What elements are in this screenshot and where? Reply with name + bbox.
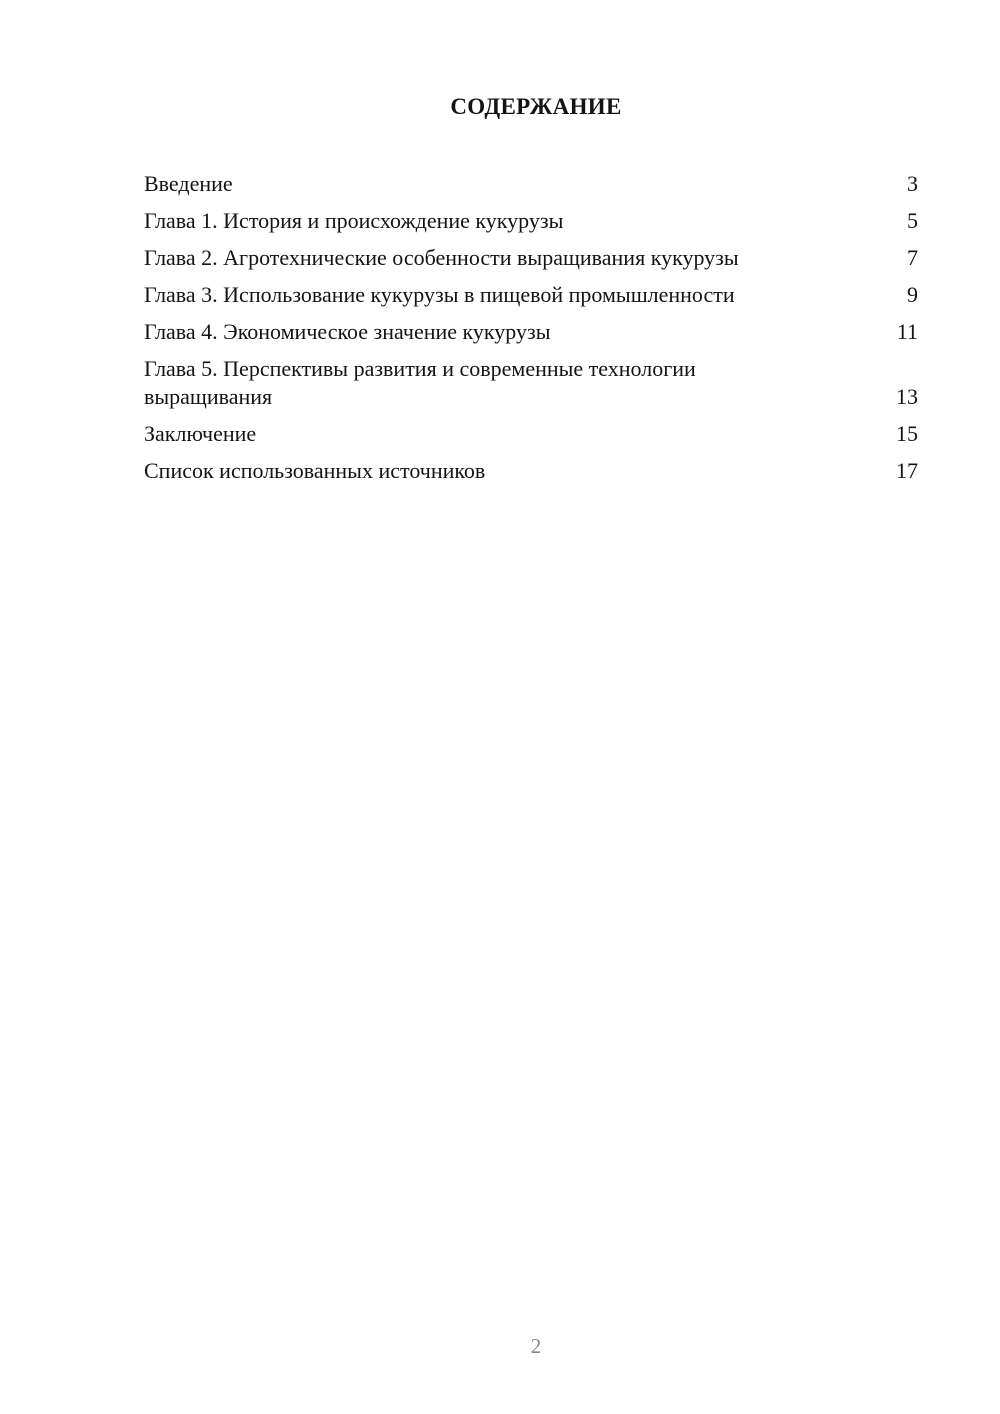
- toc-entry-chapter-2: [144, 244, 918, 272]
- toc-entry-label: Заключение: [144, 421, 257, 446]
- toc-entry-page: 15: [896, 421, 918, 446]
- toc-entry-references: [144, 457, 918, 485]
- toc-entry-label: Список использованных источников: [144, 458, 486, 483]
- toc-entry-label: Глава 2. Агротехнические особенности выращивания кукурузы: [144, 245, 739, 270]
- toc-entry-page: 7: [907, 245, 918, 270]
- toc-entry-label: Введение: [144, 171, 233, 196]
- page-title: СОДЕРЖАНИЕ: [450, 94, 622, 119]
- toc-entry-page: 5: [907, 208, 918, 233]
- toc-entry-chapter-3: [144, 281, 918, 309]
- toc-entry-introduction: [144, 170, 918, 198]
- toc-entry-conclusion: [144, 420, 918, 448]
- toc-entry-page: 9: [907, 282, 918, 307]
- toc-entry-page: 3: [907, 171, 918, 196]
- toc-entry-page: 17: [896, 458, 918, 483]
- page-number: 2: [530, 1334, 542, 1358]
- toc-entry-label: Глава 1. История и происхождение кукурузы: [144, 208, 564, 233]
- toc-entry-label: Глава 4. Экономическое значение кукурузы: [144, 319, 551, 344]
- toc-entry-chapter-4: [144, 318, 918, 346]
- toc-entry-page: 13: [896, 384, 918, 409]
- toc-entry-chapter-5: [144, 355, 918, 411]
- toc-entry-label: Глава 5. Перспективы развития и современные технологии выращивания: [144, 356, 696, 409]
- table-of-contents: [144, 170, 918, 494]
- toc-entry-page: 11: [896, 319, 918, 344]
- toc-entry-label: Глава 3. Использование кукурузы в пищевой промышленности: [144, 282, 735, 307]
- toc-entry-chapter-1: [144, 207, 918, 235]
